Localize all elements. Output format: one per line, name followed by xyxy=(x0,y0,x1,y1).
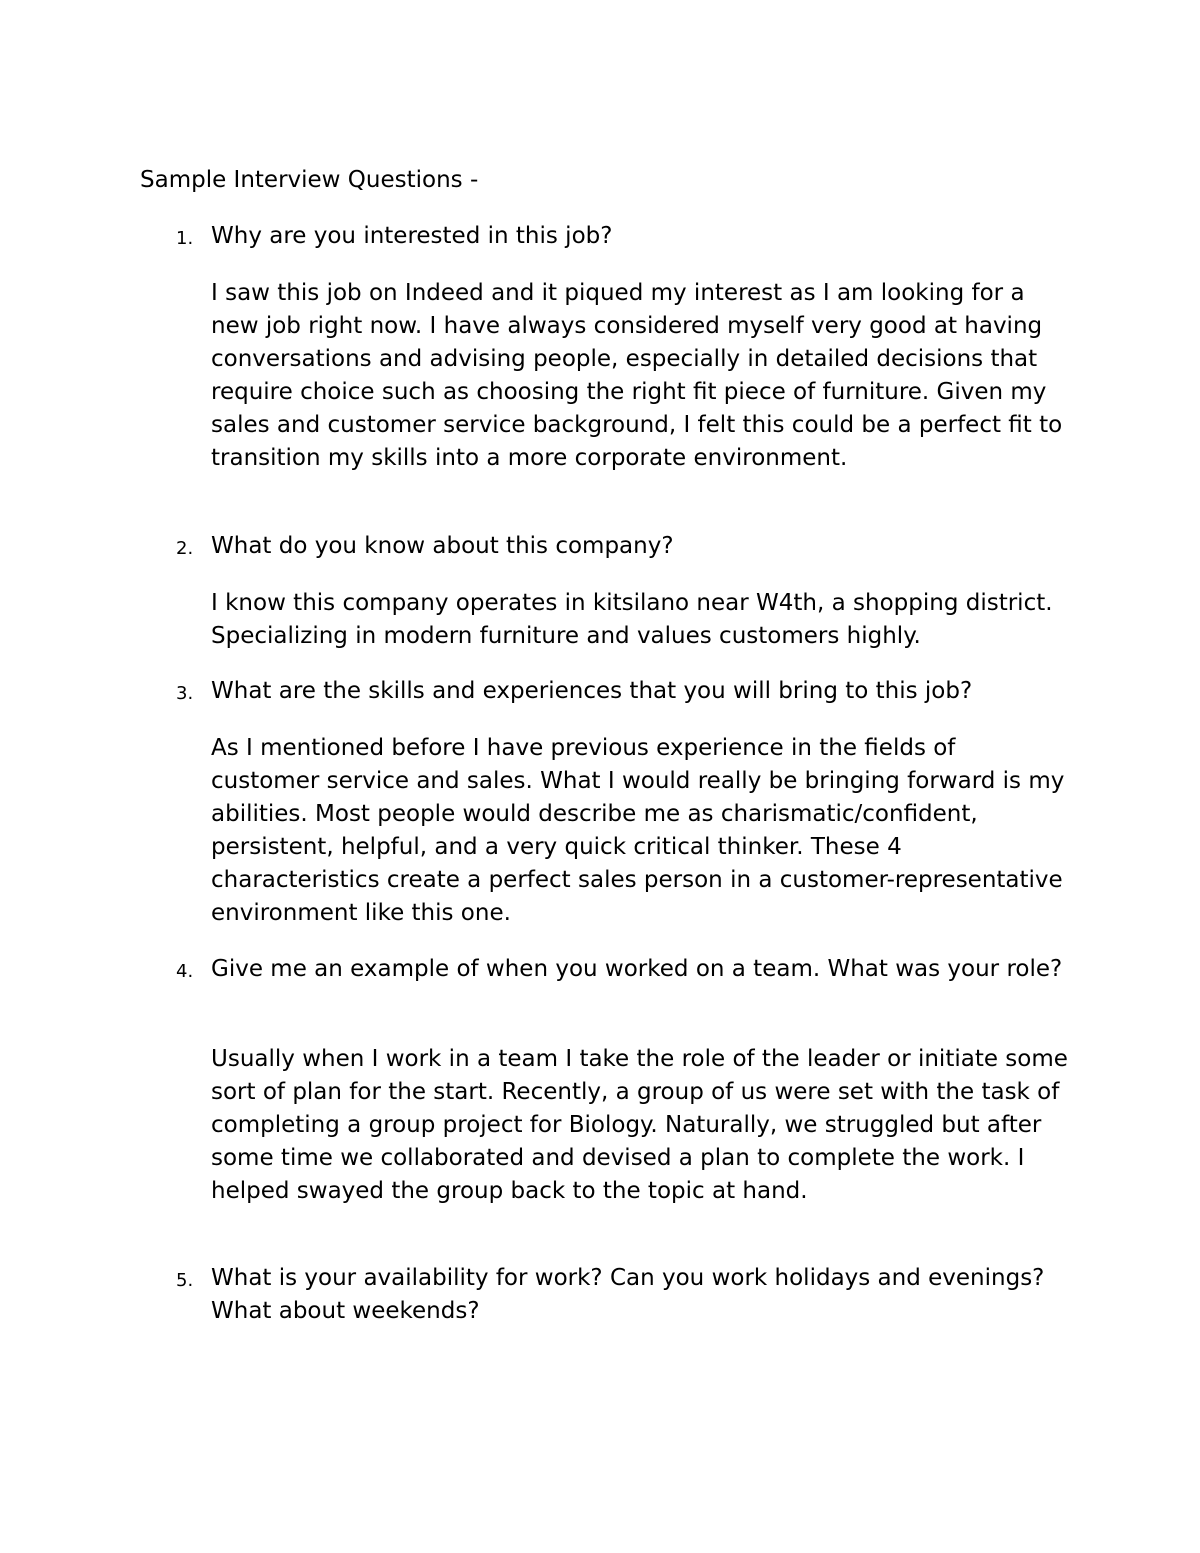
answer-text: Usually when I work in a team I take the role of the leader or initiate some sort of plan for the start. Recently, a group of us were set with the task of completing a group project for Biology. Naturally, we struggled but after some time we collaborated and devised a plan to complete the work. I helped swayed the group back to the topic at hand. xyxy=(211,1046,1068,1204)
question-text: What do you know about this company? xyxy=(211,533,674,559)
question-number: 5. xyxy=(176,1270,194,1291)
document-title: Sample Interview Questions - xyxy=(140,167,479,193)
question-number: 1. xyxy=(176,228,194,249)
question-number: 4. xyxy=(176,961,194,982)
question-text: What are the skills and experiences that you will bring to this job? xyxy=(211,678,973,704)
question-text: Why are you interested in this job? xyxy=(211,223,613,249)
question-number: 2. xyxy=(176,538,194,559)
question-number: 3. xyxy=(176,683,194,704)
answer-text: I saw this job on Indeed and it piqued my interest as I am looking for a new job right now. I have always considered myself very good at having conversations and advising people, especially in detailed decisions that require choice such as choosing the right fit piece of furniture. Given my sales and customer service background, I felt this could be a perfect fit to transition my skills into a more corporate environment. xyxy=(211,280,1063,471)
answer-text: I know this company operates in kitsilano near W4th, a shopping district. Specializing in modern furniture and values customers highly. xyxy=(211,590,1053,649)
answer-text: As I mentioned before I have previous experience in the fields of customer service and sales. What I would really be bringing forward is my abilities. Most people would describe me as charismatic/confident, persistent, helpful, and a very quick critical thinker. These 4 characteristics create a perfect sales person in a customer-representative environment like this one. xyxy=(211,735,1065,926)
question-text: What is your availability for work? Can you work holidays and evenings? What about weekends? xyxy=(211,1265,1045,1324)
question-text: Give me an example of when you worked on a team. What was your role? xyxy=(211,956,1063,982)
